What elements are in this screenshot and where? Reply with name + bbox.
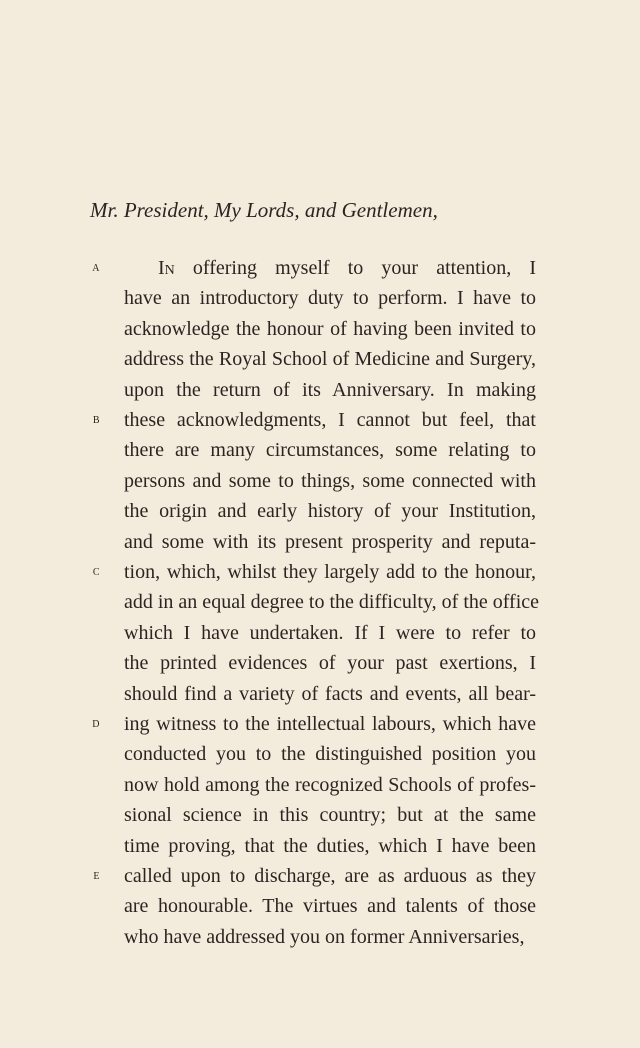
text-line: add in an equal degree to the difficulty, of the office (124, 591, 540, 614)
text-line: conducted you to the distinguished position you (124, 743, 536, 766)
margin-mark: c (92, 564, 100, 579)
text-line: ing witness to the intellectual labours, which have (124, 713, 536, 735)
text-line: who have addressed you on former Anniversaries, (124, 925, 525, 948)
text-line: which I have undertaken. If I were to refer to (124, 621, 536, 644)
text-line: upon the return of its Anniversary. In making (124, 378, 536, 401)
margin-mark: e (93, 868, 100, 883)
text-line: tion, which, whilst they largely add to the honour, (124, 561, 536, 583)
margin-mark: d (92, 716, 100, 731)
text-line: now hold among the recognized Schools of profes- (124, 773, 536, 796)
text-line: there are many circumstances, some relating to (124, 439, 536, 462)
line-text: offering myself to your attention, I (174, 257, 536, 279)
text-line: should find a variety of facts and events, all bear- (124, 682, 536, 705)
text-line: the origin and early history of your Institution, (124, 500, 536, 523)
text-line (158, 256, 536, 280)
text-line: acknowledge the honour of having been invited to (124, 317, 536, 340)
text-line: these acknowledgments, I cannot but feel, that (124, 409, 536, 431)
text-line: address the Royal School of Medicine and Surgery, (124, 348, 536, 371)
text-line: time proving, that the duties, which I have been (124, 834, 536, 857)
text-line: called upon to discharge, are as arduous as they (124, 865, 536, 887)
margin-mark: a (92, 260, 100, 275)
text-line: the printed evidences of your past exertions, I (124, 652, 536, 675)
text-line: have an introductory duty to perform. I have to (124, 287, 536, 310)
text-line: are honourable. The virtues and talents of those (124, 895, 536, 918)
drop-word: In (158, 257, 175, 279)
text-line: sional science in this country; but at the same (124, 804, 536, 827)
margin-mark: b (92, 412, 100, 427)
text-line: persons and some to things, some connected with (124, 469, 536, 492)
salutation: Mr. President, My Lords, and Gentlemen, (90, 198, 438, 222)
text-line: and some with its present prosperity and reputa- (124, 530, 536, 553)
